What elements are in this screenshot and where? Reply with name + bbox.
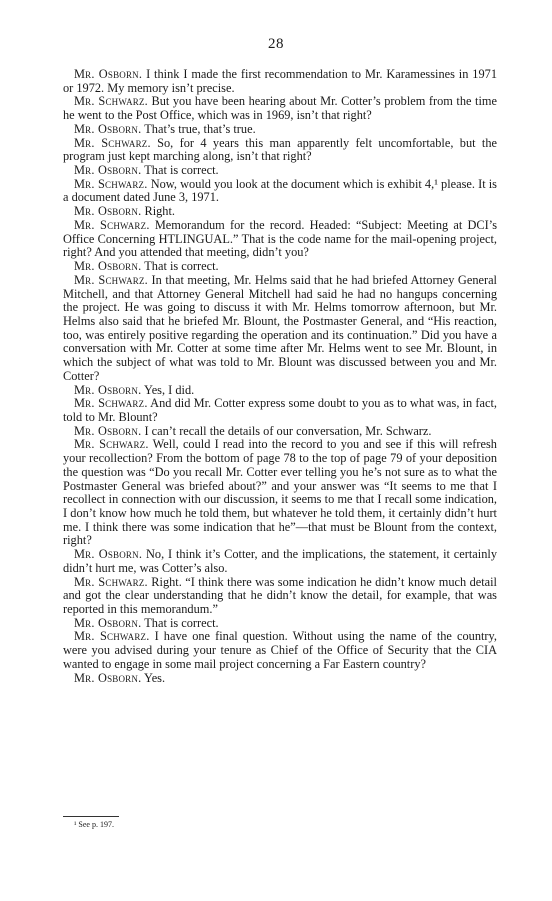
testimony-paragraph xyxy=(63,384,497,398)
speaker-name: Mr. Osborn. xyxy=(74,382,142,397)
speaker-name: Mr. Osborn. xyxy=(74,615,142,630)
speaker-name: Mr. Schwarz. xyxy=(74,272,148,287)
statement-text: I have one final question. Without using the name of the country, were you advised during your tenure as Chief of the Office of Security that the CIA wanted to engage in some mail project concerning a Far Eastern country? xyxy=(63,629,497,671)
testimony-paragraph xyxy=(63,630,497,671)
statement-text: But you have been hearing about Mr. Cotter’s problem from the time he went to the Post Office, which was in 1969, isn’t that right? xyxy=(63,94,497,123)
statement-text: Memorandum for the record. Headed: “Subject: Meeting at DCI’s Office Concerning HTLINGUAL.” That is the code name for the mail-opening project, right? And you attended that meeting, didn’t you? xyxy=(63,217,497,260)
testimony-paragraph xyxy=(63,672,497,686)
speaker-name: Mr. Schwarz. xyxy=(74,135,151,150)
statement-text: In that meeting, Mr. Helms said that he had briefed Attorney General Mitchell, and that Attorney General Mitchell had said he had no hangups concerning the project. He was going to discuss it with Mr. Helms tomorrow afternoon, but Mr. Helms also said that he briefed Mr. Blount, the Postmaster General, and “His reaction, too, was entirely positive regarding the operation and its continuation.” Did you have a conversation with Mr. Cotter at some time after Mr. Helms went to see Mr. Blount, in which the subject of what was told to Mr. Blount was discussed between you and Mr. Cotter? xyxy=(63,272,497,383)
testimony-paragraph xyxy=(63,68,497,95)
speaker-name: Mr. Schwarz. xyxy=(74,176,148,191)
testimony-paragraph xyxy=(63,617,497,631)
testimony-paragraph xyxy=(63,260,497,274)
testimony-paragraph xyxy=(63,548,497,575)
statement-text: Yes, I did. xyxy=(144,382,195,397)
testimony-paragraph xyxy=(63,95,497,122)
testimony-paragraph xyxy=(63,438,497,548)
testimony-paragraph xyxy=(63,425,497,439)
footnote: ¹ See p. 197. xyxy=(74,820,114,829)
statement-text: That’s true, that’s true. xyxy=(144,121,256,136)
speaker-name: Mr. Osborn. xyxy=(74,121,142,136)
testimony-paragraph xyxy=(63,274,497,384)
speaker-name: Mr. Schwarz. xyxy=(74,396,148,411)
statement-text: I think I made the first recommendation to Mr. Karamessines in 1971 or 1972. My memory isn’t precise. xyxy=(63,67,497,95)
statement-text: Well, could I read into the record to you and see if this will refresh your recollection? From the bottom of page 78 to the top of page 79 of your deposition the question was “Do you recall Mr. Cotter ever telling you he’s not sure as to what the Postmaster General was briefed about?” and your answer was “It seems to me that I recollect in connection with our discussion, it seems to me that I recall some indication, I don’t know how much he told them, but whatever he told them, it certainly didn’t hurt me. I think there was some indication that he”—that must be Blount from the context, right? xyxy=(63,437,497,548)
testimony-paragraph xyxy=(63,219,497,260)
speaker-name: Mr. Osborn. xyxy=(74,670,142,685)
statement-text: No, I think it’s Cotter, and the implications, the statement, it certainly didn’t hurt me, was Cotter’s also. xyxy=(63,547,497,575)
testimony-paragraph xyxy=(63,164,497,178)
statement-text: That is correct. xyxy=(144,615,219,630)
testimony-paragraph xyxy=(63,123,497,137)
statement-text: Yes. xyxy=(144,670,166,685)
speaker-name: Mr. Osborn. xyxy=(74,67,143,81)
speaker-name: Mr. Osborn. xyxy=(74,163,142,178)
statement-text: Right. “I think there was some indication he didn’t know much detail and got the clear understanding that he didn’t know the detail, for example, that was reported in this memorandum.” xyxy=(63,574,497,617)
statement-text: Right. xyxy=(144,204,175,219)
page-number: 28 xyxy=(268,36,284,52)
statement-text: That is correct. xyxy=(144,163,219,178)
statement-text: So, for 4 years this man apparently felt uncomfortable, but the program just kept marching along, isn’t that right? xyxy=(63,135,497,164)
speaker-name: Mr. Schwarz. xyxy=(74,217,150,232)
testimony-paragraph xyxy=(63,397,497,424)
testimony-paragraph xyxy=(63,205,497,219)
speaker-name: Mr. Schwarz. xyxy=(74,574,148,589)
speaker-name: Mr. Schwarz. xyxy=(74,629,150,644)
statement-text: And did Mr. Cotter express some doubt to you as to what was, in fact, told to Mr. Blount? xyxy=(63,396,498,424)
testimony-text xyxy=(63,68,497,685)
speaker-name: Mr. Schwarz. xyxy=(74,437,149,452)
speaker-name: Mr. Osborn. xyxy=(74,547,143,562)
testimony-paragraph xyxy=(63,576,497,617)
statement-text: That is correct. xyxy=(144,259,219,274)
speaker-name: Mr. Osborn. xyxy=(74,259,142,274)
statement-text: Now, would you look at the document which is exhibit 4,¹ please. It is a document dated June 3, 1971. xyxy=(63,176,497,205)
speaker-name: Mr. Osborn. xyxy=(74,204,142,219)
speaker-name: Mr. Osborn. xyxy=(74,423,142,438)
statement-text: I can’t recall the details of our conversation, Mr. Schwarz. xyxy=(144,423,432,438)
testimony-paragraph xyxy=(63,137,497,164)
testimony-paragraph xyxy=(63,178,497,205)
footnote-divider xyxy=(63,816,119,817)
speaker-name: Mr. Schwarz. xyxy=(74,94,148,109)
